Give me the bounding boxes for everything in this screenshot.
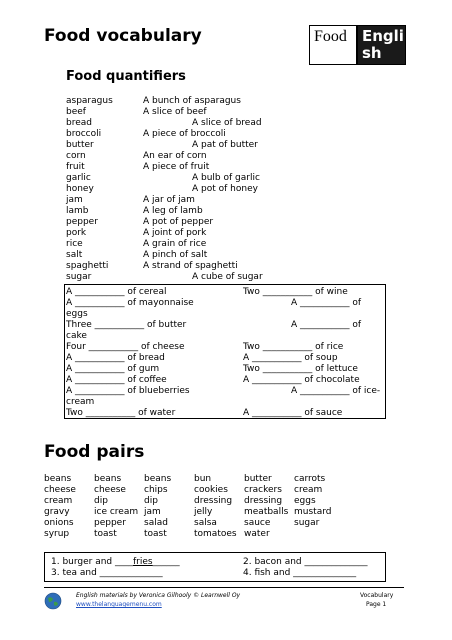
quantifier-food: jam	[66, 195, 83, 205]
exercise-item: cream	[66, 397, 95, 407]
exercise-item: A ___________ of sauce	[243, 408, 343, 418]
exercise-item: eggs	[66, 309, 88, 319]
pairs-word: bun	[194, 474, 212, 484]
exercise-item: A ___________ of blueberries	[66, 386, 190, 396]
pairs-word: dressing	[244, 496, 283, 506]
pairs-word: beans	[94, 474, 122, 484]
exercise-item: Two ___________ of water	[66, 408, 176, 418]
globe-icon	[44, 592, 62, 610]
quantifier-row	[66, 206, 316, 217]
quantifier-food: honey	[66, 184, 94, 194]
header-language-box	[357, 25, 406, 65]
pairs-word: tomatoes	[194, 529, 237, 539]
pairs-word: mustard	[294, 507, 332, 517]
pairs-word: jam	[144, 507, 161, 517]
quantifier-exercise	[64, 284, 386, 419]
pairs-word: toast	[144, 529, 167, 539]
footer-credit: English materials by Veronica Gilhooly © Learnwell Oy	[76, 592, 241, 599]
exercise-item	[243, 397, 383, 408]
quantifier-food: asparagus	[66, 96, 113, 106]
quantifier-row	[66, 217, 316, 228]
quantifier-row	[66, 129, 316, 140]
pairs-word: cookies	[194, 485, 228, 495]
pairs-table	[44, 474, 344, 540]
exercise-item: A ___________ of gum	[66, 364, 160, 374]
exercise-item: Four ___________ of cheese	[66, 342, 185, 352]
quantifier-food: broccoli	[66, 129, 102, 139]
pairs-word: ice cream	[94, 507, 139, 517]
pairs-word: toast	[94, 529, 117, 539]
quantifier-food: lamb	[66, 206, 89, 216]
quantifier-phrase: A piece of broccoli	[143, 129, 226, 139]
pairs-row	[44, 518, 344, 529]
quantifier-phrase: A pat of butter	[192, 140, 258, 150]
q1-blank-after: ______	[152, 557, 180, 567]
quantifier-phrase: A jar of jam	[143, 195, 195, 205]
pairs-word: syrup	[44, 529, 70, 539]
quantifier-food: spaghetti	[66, 261, 109, 271]
pairs-row	[44, 485, 344, 496]
pairs-word: gravy	[44, 507, 70, 517]
exercise-item: cake	[66, 331, 87, 341]
quantifier-food: salt	[66, 250, 83, 260]
quantifier-row	[66, 228, 316, 239]
footer-rule	[44, 587, 404, 588]
pairs-word: cream	[44, 496, 73, 506]
quantifier-phrase: A pot of pepper	[143, 217, 214, 227]
q1-answer: fries	[133, 557, 153, 567]
exercise-item: A ___________ of	[291, 320, 362, 330]
quantifier-phrase: A pot of honey	[192, 184, 258, 194]
quantifier-row	[66, 140, 316, 151]
quantifier-food: rice	[66, 239, 83, 249]
pairs-word: beans	[44, 474, 72, 484]
quantifier-row	[66, 250, 316, 261]
header-language-line2: sh	[362, 44, 382, 62]
quantifier-row	[66, 195, 316, 206]
exercise-left-column	[66, 287, 236, 419]
header-language-line1: Engli	[362, 27, 404, 45]
footer-website-link[interactable]: www.thelanguagemenu.com	[76, 601, 162, 608]
exercise-item: A ___________ of mayonnaise	[66, 298, 194, 308]
pairs-word	[294, 529, 344, 540]
quantifier-phrase: A pinch of salt	[143, 250, 208, 260]
pairs-word: sugar	[294, 518, 320, 528]
quantifier-phrase: A cube of sugar	[192, 272, 263, 282]
pairs-word: cream	[294, 485, 323, 495]
exercise-item: Two ___________ of wine	[243, 287, 348, 297]
pairs-word: water	[244, 529, 270, 539]
pairs-word: dressing	[194, 496, 233, 506]
quantifier-phrase: An ear of corn	[143, 151, 207, 161]
quantifier-row	[66, 96, 316, 107]
pairs-question-2: 2. bacon and ______________	[243, 557, 368, 567]
page-title: Food vocabulary	[44, 26, 202, 46]
pairs-word: cheese	[44, 485, 76, 495]
pairs-question-1	[51, 557, 180, 568]
quantifier-food: beef	[66, 107, 86, 117]
pairs-word: eggs	[294, 496, 316, 506]
quantifier-phrase: A joint of pork	[143, 228, 207, 238]
quantifier-food: corn	[66, 151, 86, 161]
quantifier-row	[66, 118, 316, 129]
quantifier-phrase: A bulb of garlic	[192, 173, 260, 183]
quantifier-food: garlic	[66, 173, 91, 183]
quantifier-phrase: A slice of bread	[192, 118, 262, 128]
exercise-item: A ___________ of soup	[243, 353, 338, 363]
pairs-word: pepper	[94, 518, 126, 528]
quantifier-row	[66, 151, 316, 162]
pairs-word: onions	[44, 518, 74, 528]
q1-prefix: 1. burger and	[51, 557, 116, 567]
pairs-word: crackers	[244, 485, 282, 495]
quantifier-row	[66, 184, 316, 195]
q1-blank: ____	[115, 557, 134, 567]
quantifier-food: sugar	[66, 272, 92, 282]
quantifier-food: fruit	[66, 162, 85, 172]
quantifier-row	[66, 261, 316, 272]
exercise-item: A ___________ of chocolate	[243, 375, 360, 385]
pairs-row	[44, 507, 344, 518]
quantifier-phrase: A leg of lamb	[143, 206, 203, 216]
exercise-item: A ___________ of ice-	[291, 386, 381, 396]
quantifier-row	[66, 107, 316, 118]
pairs-word: cheese	[94, 485, 126, 495]
pairs-word: carrots	[294, 474, 326, 484]
quantifiers-list	[66, 96, 316, 283]
pairs-row	[44, 496, 344, 507]
quantifier-row	[66, 272, 316, 283]
quantifiers-heading: Food quantifiers	[66, 69, 186, 84]
exercise-item	[243, 331, 383, 342]
quantifier-phrase: A strand of spaghetti	[143, 261, 238, 271]
quantifier-row	[66, 162, 316, 173]
pairs-heading: Food pairs	[44, 442, 145, 462]
pairs-question-3: 3. tea and ______________	[51, 568, 163, 578]
pairs-exercise	[44, 552, 386, 582]
exercise-item: Two ___________ of lettuce	[243, 364, 358, 374]
pairs-word: butter	[244, 474, 272, 484]
footer-page-number: Page 1	[366, 601, 387, 608]
exercise-item: A ___________ of cereal	[66, 287, 167, 297]
pairs-word: chips	[144, 485, 168, 495]
header-subject-box: Food	[309, 25, 357, 65]
quantifier-row	[66, 239, 316, 250]
quantifier-food: pepper	[66, 217, 98, 227]
footer-category: Vocabulary	[360, 592, 394, 599]
quantifier-phrase: A slice of beef	[143, 107, 207, 117]
pairs-word: beans	[144, 474, 172, 484]
pairs-row	[44, 474, 344, 485]
quantifier-food: butter	[66, 140, 94, 150]
exercise-item: Three ___________ of butter	[66, 320, 187, 330]
exercise-item: A ___________ of bread	[66, 353, 165, 363]
pairs-word: salad	[144, 518, 168, 528]
pairs-word: meatballs	[244, 507, 289, 517]
exercise-item: A ___________ of	[291, 298, 362, 308]
exercise-item: A ___________ of coffee	[66, 375, 167, 385]
pairs-word: dip	[144, 496, 158, 506]
quantifier-phrase: A bunch of asparagus	[143, 96, 241, 106]
pairs-question-4: 4. fish and ______________	[243, 568, 357, 578]
exercise-right-column	[243, 287, 383, 419]
quantifier-phrase: A grain of rice	[143, 239, 207, 249]
quantifier-food: bread	[66, 118, 92, 128]
pairs-word: salsa	[194, 518, 217, 528]
pairs-word: dip	[94, 496, 108, 506]
pairs-word: jelly	[194, 507, 213, 517]
exercise-item: Two ___________ of rice	[243, 342, 344, 352]
exercise-item	[243, 309, 383, 320]
quantifier-phrase: A piece of fruit	[143, 162, 210, 172]
pairs-row	[44, 529, 344, 540]
pairs-word: sauce	[244, 518, 271, 528]
quantifier-row	[66, 173, 316, 184]
quantifier-food: pork	[66, 228, 87, 238]
